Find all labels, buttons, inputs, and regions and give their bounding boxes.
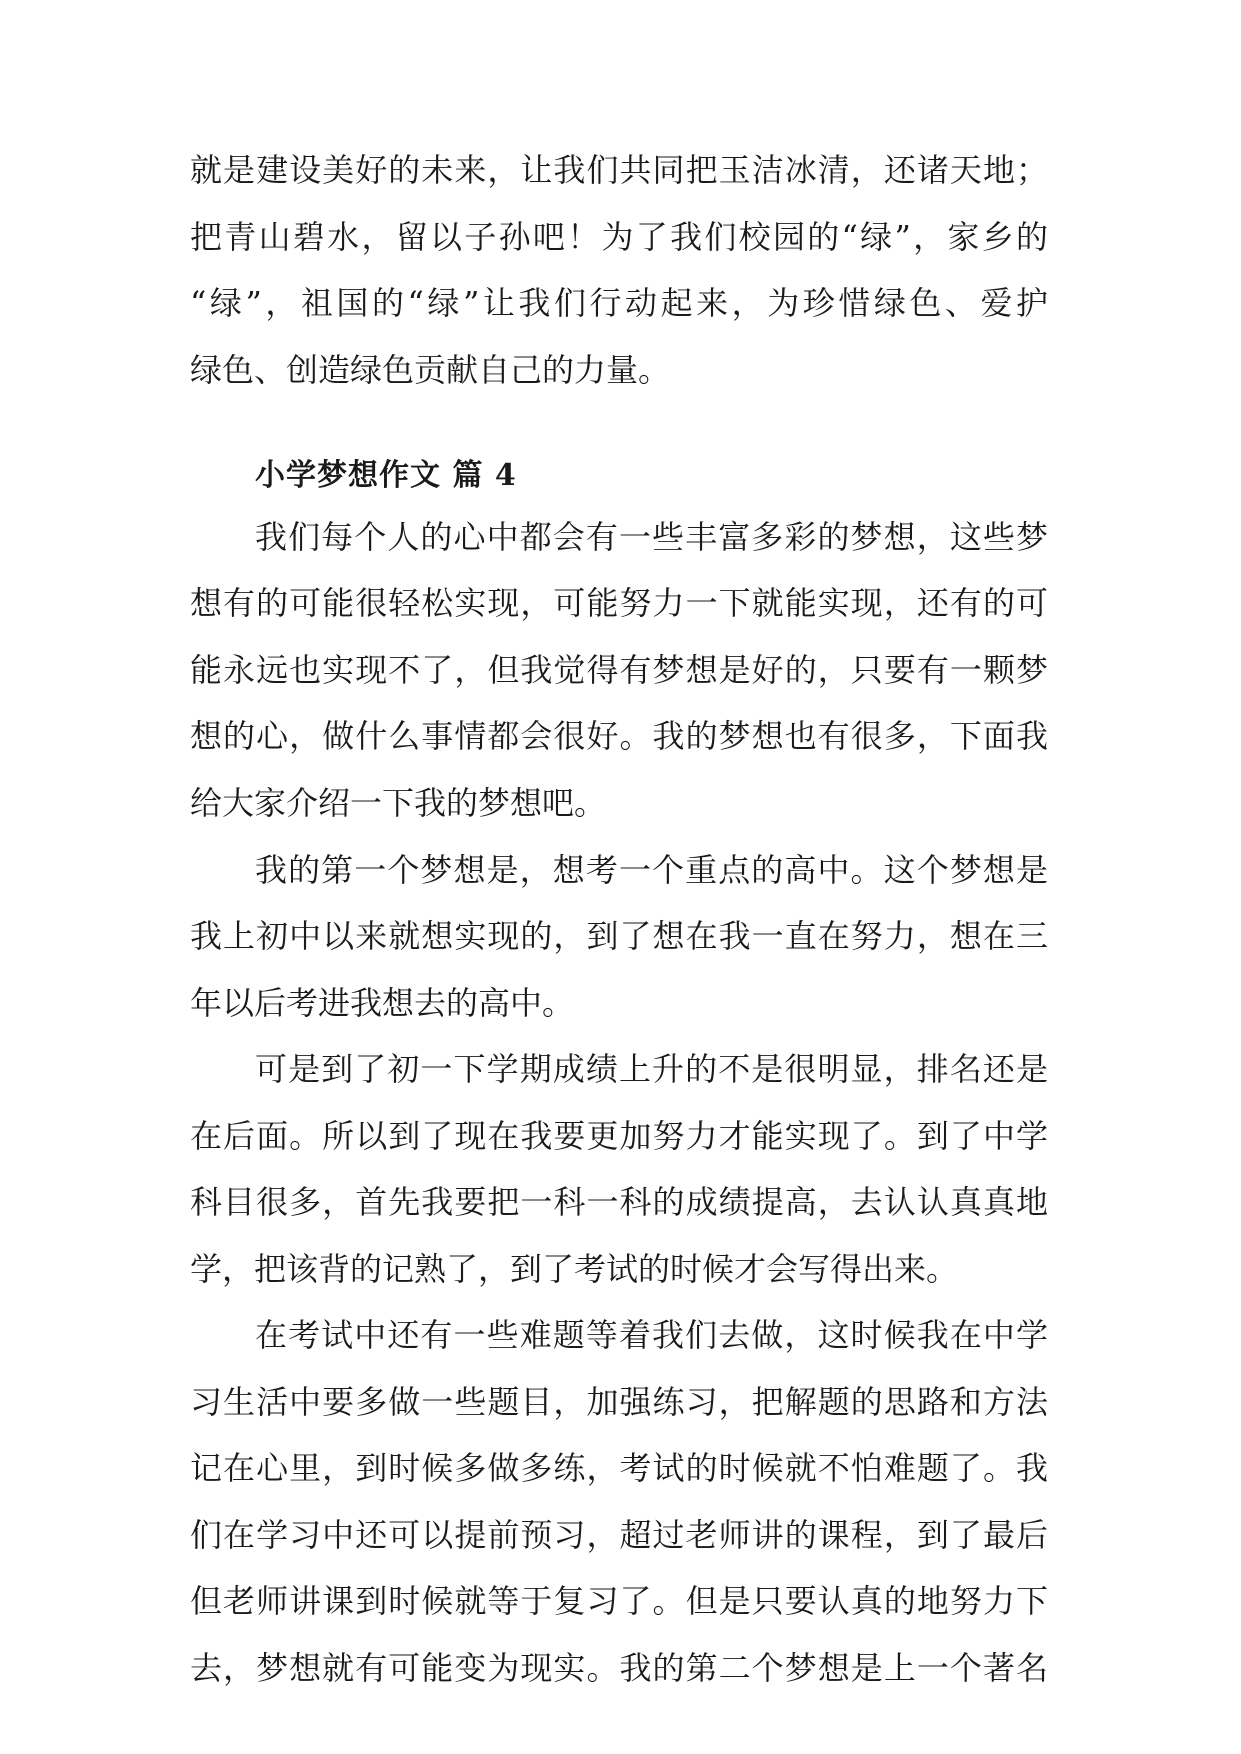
text-line: 绿色、创造绿色贡献自己的力量。 [190,351,671,389]
text-line: 能永远也实现不了，但我觉得有梦想是好的，只要有一颗梦 [190,651,1048,689]
text-line: 我的第一个梦想是，想考一个重点的高中。这个梦想是 [255,851,1048,889]
text-line: 们在学习中还可以提前预习，超过老师讲的课程，到了最后 [190,1516,1048,1554]
text-line: 去，梦想就有可能变为现实。我的第二个梦想是上一个著名 [190,1649,1048,1687]
text-line: 在考试中还有一些难题等着我们去做，这时候我在中学 [255,1316,1048,1354]
text-line: 把青山碧水，留以子孙吧！为了我们校园的“绿”，家乡的 [190,218,1048,256]
text-line: 但老师讲课到时候就等于复习了。但是只要认真的地努力下 [190,1582,1048,1620]
text-line: 可是到了初一下学期成绩上升的不是很明显，排名还是 [255,1050,1048,1088]
text-line: 习生活中要多做一些题目，加强练习，把解题的思路和方法 [190,1383,1048,1421]
text-line: 想有的可能很轻松实现，可能努力一下就能实现，还有的可 [190,584,1048,622]
text-line: 在后面。所以到了现在我要更加努力才能实现了。到了中学 [190,1117,1048,1155]
text-line: 年以后考进我想去的高中。 [190,984,575,1022]
text-line: “绿”，祖国的“绿”让我们行动起来，为珍惜绿色、爱护 [190,284,1048,322]
text-line: 记在心里，到时候多做多练，考试的时候就不怕难题了。我 [190,1449,1048,1487]
section-heading: 小学梦想作文 篇 4 [255,458,517,493]
text-line: 想的心，做什么事情都会很好。我的梦想也有很多，下面我 [190,717,1048,755]
text-line: 科目很多，首先我要把一科一科的成绩提高，去认认真真地 [190,1183,1048,1221]
text-line: 就是建设美好的未来，让我们共同把玉洁冰清，还诸天地； [190,151,1048,189]
text-line: 给大家介绍一下我的梦想吧。 [190,784,607,822]
text-line: 我上初中以来就想实现的，到了想在我一直在努力，想在三 [190,917,1048,955]
text-line: 学，把该背的记熟了，到了考试的时候才会写得出来。 [190,1250,959,1288]
text-line: 我们每个人的心中都会有一些丰富多彩的梦想，这些梦 [255,518,1048,556]
